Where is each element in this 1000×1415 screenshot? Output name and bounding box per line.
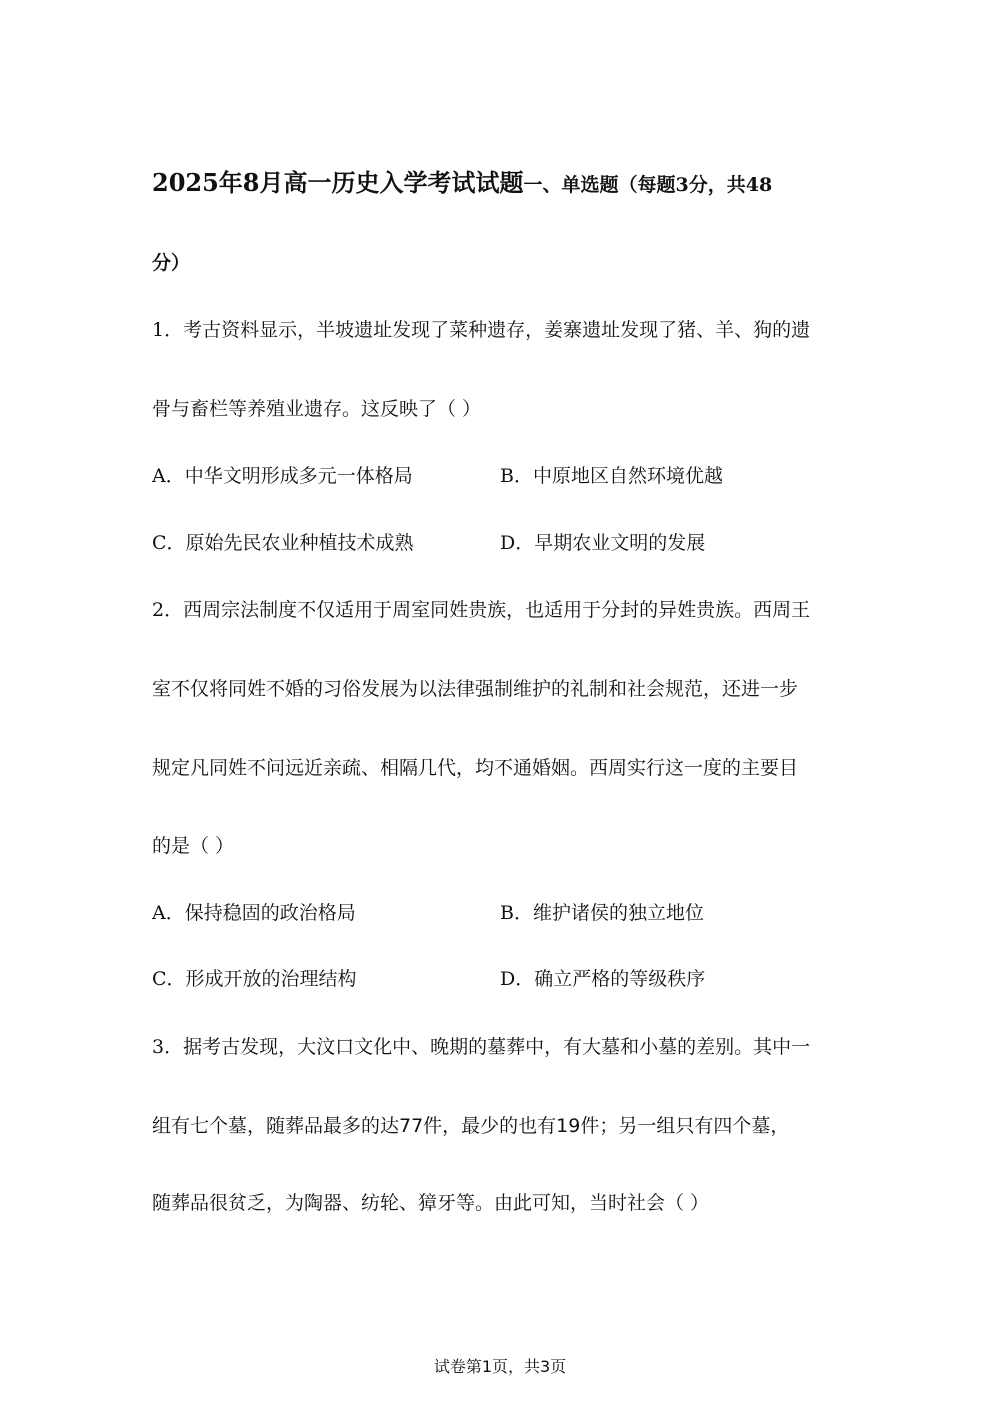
question-2-option-a: A．保持稳固的政治格局 [152, 902, 356, 924]
question-2-line-2: 室不仅将同姓不婚的习俗发展为以法律强制维护的礼制和社会规范，还进一步 [152, 678, 799, 700]
question-2-option-d: D．确立严格的等级秩序 [500, 968, 706, 990]
question-1-option-a: A．中华文明形成多元一体格局 [152, 465, 413, 487]
exam-title: 2025年8月高一历史入学考试试题 [152, 168, 524, 197]
question-3-line-2: 组有七个墓，随葬品最多的达77件，最少的也有19件；另一组只有四个墓， [152, 1115, 790, 1137]
question-number: 2． [152, 599, 184, 621]
question-2-option-b: B．维护诸侯的独立地位 [500, 902, 704, 924]
question-2-line-3: 规定凡同姓不问远近亲疏、相隔几代，均不通婚姻。西周实行这一度的主要目 [152, 757, 799, 779]
section-heading-cont: 分） [152, 252, 191, 274]
page-footer: 试卷第1页，共3页 [433, 1357, 567, 1376]
section-heading: 一、单选题（每题3分，共48 [523, 174, 773, 196]
question-1-line-1: 1．考古资料显示，半坡遗址发现了菜种遗存，姜寨遗址发现了猪、羊、狗的遗 [152, 319, 811, 341]
question-number: 3． [152, 1036, 184, 1058]
question-number: 1． [152, 319, 184, 341]
question-2-line-1: 2．西周宗法制度不仅适用于周室同姓贵族，也适用于分封的异姓贵族。西周王 [152, 599, 811, 621]
question-3-line-1: 3．据考古发现，大汶口文化中、晚期的墓葬中，有大墓和小墓的差别。其中一 [152, 1036, 811, 1058]
question-1-line-2: 骨与畜栏等养殖业遗存。这反映了（ ） [152, 398, 482, 420]
question-1-option-c: C．原始先民农业种植技术成熟 [152, 532, 414, 554]
question-3-line-3: 随葬品很贫乏，为陶器、纺轮、獐牙等。由此可知，当时社会（ ） [152, 1192, 710, 1214]
question-2-option-c: C．形成开放的治理结构 [152, 968, 357, 990]
page-title [152, 168, 772, 200]
question-1-option-b: B．中原地区自然环境优越 [500, 465, 723, 487]
question-2-line-4: 的是（ ） [152, 835, 235, 857]
question-1-option-d: D．早期农业文明的发展 [500, 532, 706, 554]
